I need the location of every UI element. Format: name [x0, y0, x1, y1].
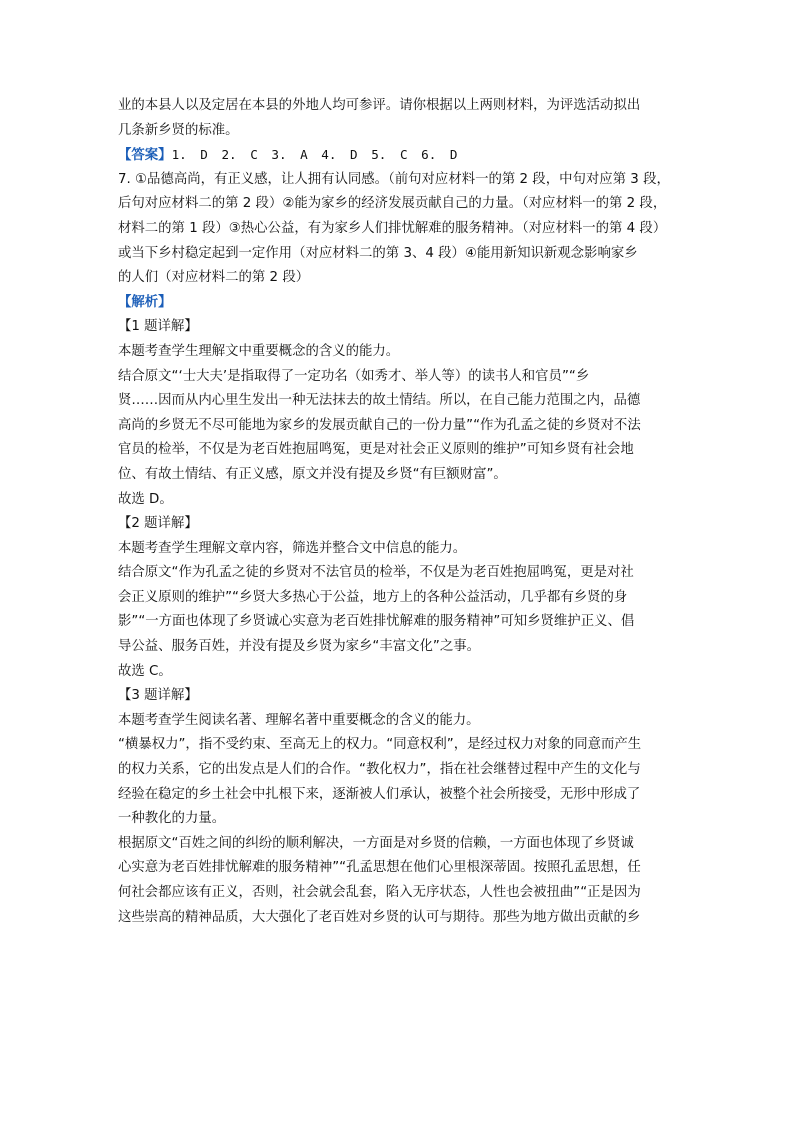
text-line: 高尚的乡贤无不尽可能地为家乡的发展贡献自己的一份力量”“作为孔孟之徒的乡贤对不法 [118, 417, 641, 433]
text-line: 本题考查学生理解文章内容，筛选并整合文中信息的能力。 [118, 540, 467, 556]
text-line: 导公益、服务百姓，并没有提及乡贤为家乡“丰富文化”之事。 [118, 639, 481, 655]
answer-line [118, 143, 680, 168]
text-line: 材料二的第 1 段）③热心公益，有为家乡人们排忧解难的服务精神。（对应材料一的第 4 段） [118, 220, 667, 236]
answer-keys: 1. D 2. C 3. A 4. D 5. C 6. D [171, 147, 458, 163]
text-line: 心实意为老百姓排忧解难的服务精神”“孔孟思想在他们心里根深蒂固。按照孔孟思想，任 [118, 860, 641, 876]
text-line: 的权力关系，它的出发点是人们的合作。“教化权力”，指在社会继替过程中产生的文化与 [118, 762, 641, 778]
text-line: 几条新乡贤的标准。 [118, 122, 239, 138]
text-line: 结合原文“作为孔孟之徒的乡贤对不法官员的检举，不仅是为老百姓抱屈鸣冤，更是对社 [118, 565, 634, 581]
text-line: 的人们（对应材料二的第 2 段） [118, 270, 310, 286]
text-line: 贤……因而从内心里生发出一种无法抹去的故土情结。所以，在自己能力范围之内，品德 [118, 393, 641, 409]
text-line: 经验在稳定的乡土社会中扎根下来，逐渐被人们承认，被整个社会所接受，无形中形成了 [118, 786, 641, 802]
section-heading: 【1 题详解】 [118, 319, 198, 335]
text-line: 结合原文“‘士大夫’是指取得了一定功名（如秀才、举人等）的读书人和官员”“乡 [118, 368, 590, 384]
section-heading: 【2 题详解】 [118, 516, 198, 532]
text-line: 故选 D。 [118, 491, 173, 507]
text-line: 影”“一方面也体现了乡贤诚心实意为老百姓排忧解难的服务精神”可知乡贤维护正义、倡 [118, 614, 635, 630]
text-line: 一种教化的力量。 [118, 811, 226, 827]
section-heading: 【3 题详解】 [118, 688, 198, 704]
text-line: 故选 C。 [118, 663, 172, 679]
text-line: 或当下乡村稳定起到一定作用（对应材料二的第 3、4 段）④能用新知识新观念影响家乡 [118, 245, 638, 261]
text-line: 后句对应材料二的第 2 段）②能为家乡的经济发展贡献自己的力量。（对应材料一的第 2 段， [118, 196, 667, 212]
document-page [118, 94, 680, 930]
text-line: 位、有故土情结、有正义感，原文并没有提及乡贤“有巨额财富”。 [118, 466, 507, 482]
answer-tag: 【答案】 [118, 148, 172, 164]
text-line: 这些崇高的精神品质，大大强化了老百姓对乡贤的认可与期待。那些为地方做出贡献的乡 [118, 909, 641, 925]
text-line: 本题考查学生理解文中重要概念的含义的能力。 [118, 343, 400, 359]
text-line: 本题考查学生阅读名著、理解名著中重要概念的含义的能力。 [118, 712, 480, 728]
text-line: “横暴权力”，指不受约束、至高无上的权力。“同意权利”，是经过权力对象的同意而产生 [118, 737, 642, 753]
analysis-line [118, 291, 680, 316]
text-line: 何社会都应该有正义，否则，社会就会乱套，陷入无序状态，人性也会被扭曲”“正是因为 [118, 885, 641, 900]
analysis-tag: 【解析】 [118, 294, 172, 310]
text-line: 官员的检举，不仅是为老百姓抱屈鸣冤，更是对社会正义原则的维护”可知乡贤有社会地 [118, 442, 634, 458]
text-line: 业的本县人以及定居在本县的外地人均可参评。请你根据以上两则材料，为评选活动拟出 [118, 98, 641, 113]
text-line: 会正义原则的维护”“乡贤大多热心于公益，地方上的各种公益活动，几乎都有乡贤的身 [118, 589, 628, 605]
text-line: 根据原文“百姓之间的纠纷的顺利解决，一方面是对乡贤的信赖，一方面也体现了乡贤诚 [118, 835, 634, 851]
text-line: 7. ①品德高尚，有正义感，让人拥有认同感。（前句对应材料一的第 2 段，中句对应第 3 段， [118, 171, 670, 187]
